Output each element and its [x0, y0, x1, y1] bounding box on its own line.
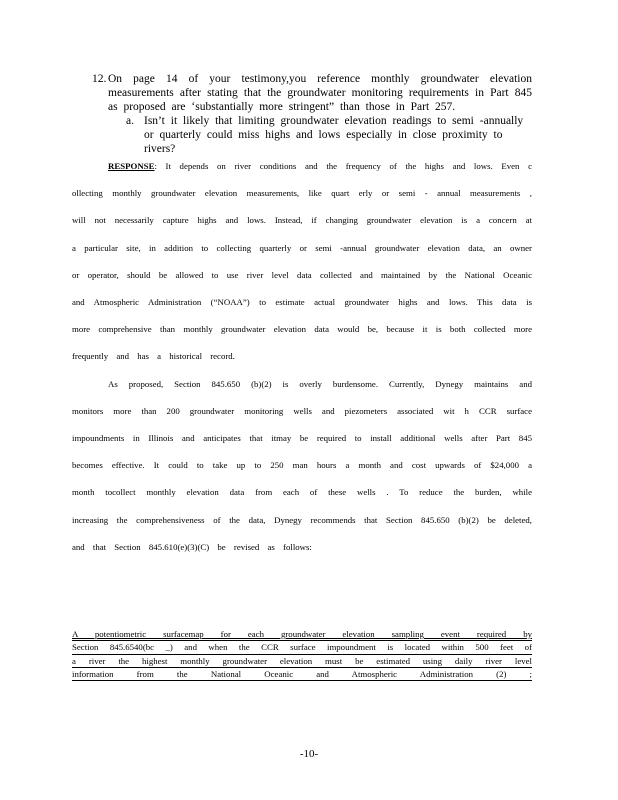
question-12	[92, 72, 532, 114]
response-paragraph-1	[72, 153, 532, 371]
page-number: -10-	[299, 748, 319, 760]
response-block	[72, 153, 532, 561]
amendment-line-3: a river the highest monthly groundwater elevation must be estimated using daily river level	[72, 655, 532, 668]
question-text: On page 14 of your testimony,you reference monthly groundwater elevation measurements after stating that the groundwater monitoring requirements in Part 845 as proposed are ‘substantially more stringent” than those in Part 257.	[108, 73, 532, 113]
response-paragraph-1-text: : It depends on river conditions and the frequency of the highs and lows. Even c ollecting monthly groundwater elevation measurements, like quart erly or semi - annual measurements , will not necessarily capture highs and lows. Instead, if changing groundwater elevation is a concern at a particular site, in addition to collecting quarterly or semi -annual groundwater elevation data, an owner or operator, should be allowed to use river level data collected and maintained by the National Oceanic and Atmospheric Administration (“NOAA”) to estimate actual groundwater highs and lows. This data is more comprehensive than monthly groundwater elevation data would be, because it is both collected more frequently and has a historical record.	[72, 161, 532, 362]
question-number: 12.	[92, 73, 107, 85]
amendment-line-1: A potentiometric surfacemap for each groundwater elevation sampling event required by	[72, 628, 532, 641]
subquestion-text: Isn’t it likely that limiting groundwater elevation readings to semi -annually or quarterly could miss highs and lows especially in close proximity to rivers?	[144, 115, 524, 155]
question-12a	[126, 114, 526, 156]
amendment-line-2: Section 845.6540(bc _) and when the CCR surface impoundment is located within 500 feet of	[72, 641, 532, 654]
subquestion-label: a.	[126, 115, 134, 127]
proposed-amendment-text	[72, 628, 532, 681]
response-paragraph-2: As proposed, Section 845.650 (b)(2) is overly burdensome. Currently, Dynegy maintains and monitors more than 200 groundwater monitoring wells and piezometers associated wit h CCR surface impoundments in Illinois and anticipates that itmay be required to install additional wells after Part 845 becomes effective. It could to take up to 250 man hours a month and cost upwards of $24,000 a month tocollect monthly elevation data from each of these wells . To reduce the burden, while increasing the comprehensiveness of the data, Dynegy recommends that Section 845.650 (b)(2) be deleted, and that Section 845.610(e)(3)(C) be revised as follows:	[72, 378, 532, 552]
response-label: RESPONSE	[108, 161, 155, 171]
amendment-line-4: information from the National Oceanic and Atmospheric Administration (2) ;	[72, 668, 532, 681]
